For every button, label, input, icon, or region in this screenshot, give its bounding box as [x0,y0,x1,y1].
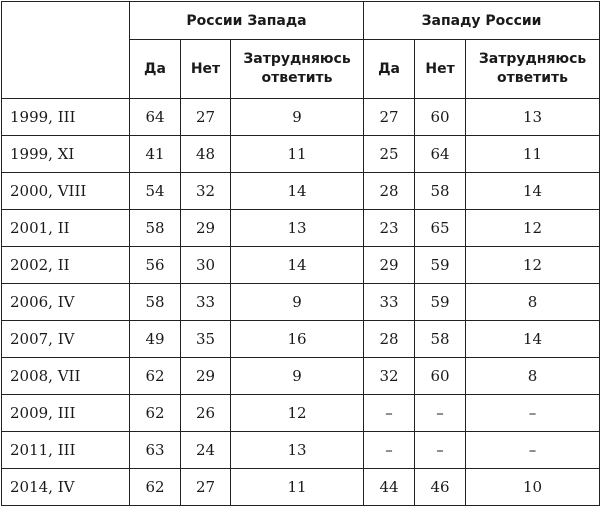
value-cell: 46 [415,469,466,506]
value-cell: 13 [231,432,364,469]
value-cell: 32 [181,173,231,210]
value-cell: 58 [415,321,466,358]
period-cell: 2006, IV [2,284,130,321]
value-cell: 58 [130,210,181,247]
subheader-undecided: Затрудняюсь ответить [466,40,600,99]
value-cell: 11 [466,136,600,173]
value-cell: 9 [231,99,364,136]
group-header-russia-west: России Запада [130,2,364,40]
value-cell: 62 [130,469,181,506]
value-cell: 63 [130,432,181,469]
value-cell: – [364,395,415,432]
value-cell: 41 [130,136,181,173]
value-cell: 64 [130,99,181,136]
value-cell: 11 [231,136,364,173]
value-cell: 65 [415,210,466,247]
value-cell: 60 [415,358,466,395]
value-cell: 54 [130,173,181,210]
subheader-no: Нет [181,40,231,99]
value-cell: 11 [231,469,364,506]
value-cell: 8 [466,358,600,395]
period-cell: 2007, IV [2,321,130,358]
value-cell: 23 [364,210,415,247]
value-cell: 8 [466,284,600,321]
value-cell: 64 [415,136,466,173]
value-cell: 35 [181,321,231,358]
table-row [2,469,600,506]
value-cell: 10 [466,469,600,506]
value-cell: 59 [415,284,466,321]
period-cell: 2000, VIII [2,173,130,210]
value-cell: – [415,395,466,432]
table-row [2,358,600,395]
subheader-undecided: Затрудняюсь ответить [231,40,364,99]
value-cell: 25 [364,136,415,173]
subheader-no: Нет [415,40,466,99]
period-cell: 2008, VII [2,358,130,395]
period-cell: 2014, IV [2,469,130,506]
value-cell: 14 [231,247,364,284]
table-row [2,284,600,321]
table-row [2,321,600,358]
table-row [2,173,600,210]
value-cell: – [466,395,600,432]
value-cell: 29 [181,210,231,247]
value-cell: 33 [364,284,415,321]
table-row [2,247,600,284]
table-row [2,210,600,247]
value-cell: 9 [231,284,364,321]
value-cell: 60 [415,99,466,136]
value-cell: 27 [181,469,231,506]
value-cell: 62 [130,358,181,395]
value-cell: 13 [231,210,364,247]
value-cell: 48 [181,136,231,173]
table-body [2,99,600,506]
value-cell: – [415,432,466,469]
value-cell: 16 [231,321,364,358]
period-header-cell [2,2,130,99]
value-cell: 62 [130,395,181,432]
value-cell: 58 [415,173,466,210]
value-cell: 32 [364,358,415,395]
value-cell: 12 [466,210,600,247]
value-cell: – [364,432,415,469]
period-cell: 2002, II [2,247,130,284]
table-row [2,136,600,173]
value-cell: 27 [181,99,231,136]
period-cell: 1999, III [2,99,130,136]
value-cell: 26 [181,395,231,432]
survey-table [1,1,600,506]
value-cell: 29 [181,358,231,395]
value-cell: 28 [364,321,415,358]
subheader-yes: Да [364,40,415,99]
value-cell: 14 [466,321,600,358]
value-cell: 59 [415,247,466,284]
value-cell: 28 [364,173,415,210]
value-cell: 58 [130,284,181,321]
period-cell: 2011, III [2,432,130,469]
group-header-west-russia: Западу России [364,2,600,40]
value-cell: 14 [231,173,364,210]
value-cell: 24 [181,432,231,469]
value-cell: 13 [466,99,600,136]
value-cell: 29 [364,247,415,284]
value-cell: 49 [130,321,181,358]
table-row [2,432,600,469]
value-cell: 14 [466,173,600,210]
table-row [2,99,600,136]
value-cell: 12 [231,395,364,432]
value-cell: 12 [466,247,600,284]
value-cell: 30 [181,247,231,284]
value-cell: 33 [181,284,231,321]
value-cell: 56 [130,247,181,284]
period-cell: 1999, XI [2,136,130,173]
value-cell: 44 [364,469,415,506]
table-row [2,395,600,432]
period-cell: 2001, II [2,210,130,247]
period-cell: 2009, III [2,395,130,432]
value-cell: 27 [364,99,415,136]
value-cell: 9 [231,358,364,395]
value-cell: – [466,432,600,469]
subheader-yes: Да [130,40,181,99]
group-header-row [2,2,600,40]
